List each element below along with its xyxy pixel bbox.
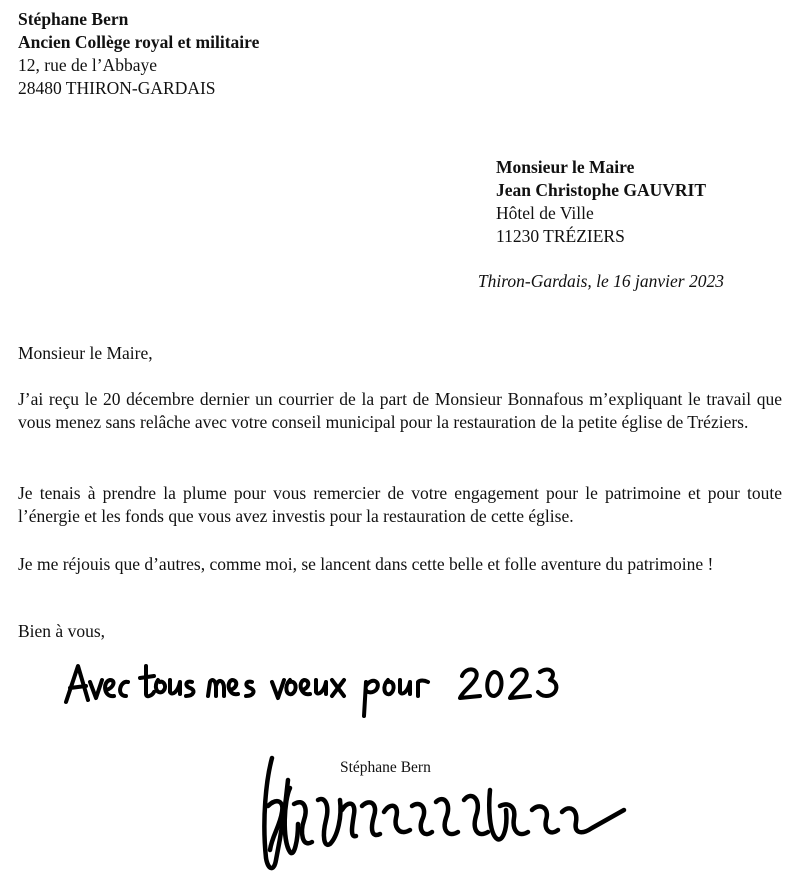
recipient-address (496, 156, 706, 248)
closing: Bien à vous, (18, 621, 106, 641)
recipient-place: Hôtel de Ville (496, 203, 594, 223)
sender-address (18, 8, 259, 100)
sender-institution: Ancien Collège royal et militaire (18, 32, 260, 52)
body-paragraph-1: J’ai reçu le 20 décembre dernier un courrier de la part de Monsieur Bonnafous m’expliquant le travail que vous menez sans relâche avec votre conseil municipal pour la restauration de la petite église de Tréziers. (18, 389, 782, 432)
handwritten-note (62, 658, 592, 728)
recipient-name: Jean Christophe GAUVRIT (496, 180, 707, 200)
signature (232, 740, 632, 890)
body-paragraph-3: Je me réjouis que d’autres, comme moi, se lancent dans cette belle et folle aventure du patrimoine ! (18, 554, 714, 574)
recipient-title: Monsieur le Maire (496, 157, 635, 177)
salutation: Monsieur le Maire, (18, 343, 153, 363)
recipient-city: 11230 TRÉZIERS (496, 226, 625, 246)
letter-date: Thiron-Gardais, le 16 janvier 2023 (477, 271, 724, 291)
handwritten-note-text (0, 0, 1, 1)
body-paragraph-2: Je tenais à prendre la plume pour vous remercier de votre engagement pour le patrimoine et pour toute l’énergie et les fonds que vous avez investis pour la restauration de cette église. (18, 483, 782, 526)
signature-text (0, 0, 1, 1)
sender-street: 12, rue de l’Abbaye (18, 55, 157, 75)
sender-city: 28480 THIRON-GARDAIS (18, 78, 216, 98)
signer-name: Stéphane Bern (340, 759, 431, 776)
sender-name: Stéphane Bern (18, 9, 129, 29)
